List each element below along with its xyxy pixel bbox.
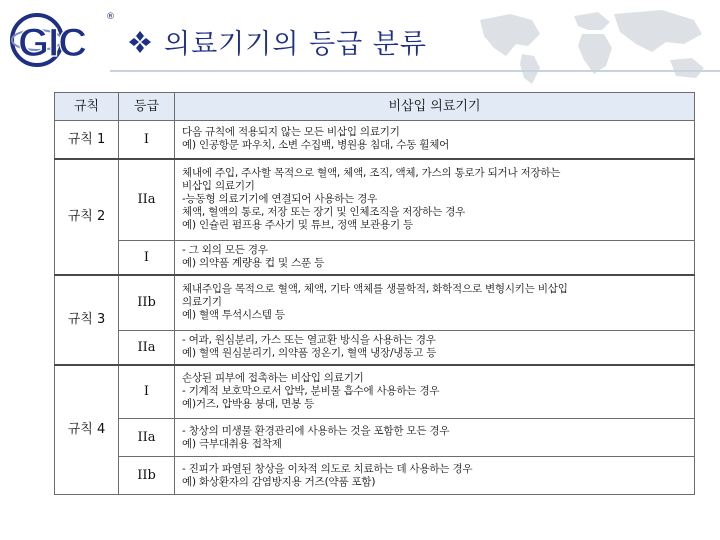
table-row	[55, 275, 695, 331]
column-header-device: 비삽입 의료기기	[175, 93, 695, 121]
column-header-grade: 등급	[119, 93, 175, 121]
description-line: 예) 화상환자의 감염방지용 거즈(약품 포함)	[182, 475, 376, 488]
description-line: 비삽입 의료기기	[182, 180, 255, 193]
description-line: 체액, 혈액의 통로, 저장 또는 장기 및 인체조직을 저장하는 경우	[182, 206, 466, 219]
grade-label: I	[119, 121, 175, 159]
description-line: 다음 규칙에 적용되지 않는 모든 비삽입 의료기기	[182, 126, 400, 139]
page-title: 의료기기의 등급 분류	[164, 29, 427, 60]
description-line: 체내에 주입, 주사할 목적으로 혈액, 체액, 조직, 액체, 가스의 통로가 되거나 저장하는	[182, 167, 561, 180]
device-description	[175, 241, 695, 275]
device-description	[175, 419, 695, 457]
description-line: 예) 혈액 원심분리기, 의약품 정온기, 혈액 냉장/냉동고 등	[182, 347, 437, 360]
column-header-rule: 규칙	[55, 93, 119, 121]
rule-label: 규칙 2	[55, 159, 119, 275]
description-line: - 기계적 보호막으로서 압박, 분비물 흡수에 사용하는 경우	[182, 385, 440, 398]
device-description	[175, 121, 695, 159]
logo-registered-mark: ®	[106, 12, 115, 22]
grade-label: IIa	[119, 159, 175, 241]
description-line: 예) 인공항문 파우치, 소변 수집백, 병원용 침대, 수동 휠체어	[182, 139, 450, 152]
device-description	[175, 457, 695, 495]
description-line: 예) 혈액 투석시스템 등	[182, 309, 285, 322]
header-divider	[110, 70, 720, 72]
grade-label: IIa	[119, 419, 175, 457]
diamond-bullet-icon	[128, 30, 152, 54]
grade-label: I	[119, 241, 175, 275]
table-row	[55, 159, 695, 241]
table-row	[55, 457, 695, 495]
device-description	[175, 275, 695, 331]
rule-label: 규칙 3	[55, 275, 119, 365]
device-description	[175, 331, 695, 365]
gic-logo	[6, 6, 118, 68]
table-row	[55, 331, 695, 365]
description-line: - 진피가 파열된 창상을 이차적 의도로 치료하는 데 사용하는 경우	[182, 462, 473, 475]
table-row	[55, 419, 695, 457]
grade-label: IIa	[119, 331, 175, 365]
title-bar	[128, 22, 427, 61]
grade-label: IIb	[119, 457, 175, 495]
description-line: 체내주입을 목적으로 혈액, 체액, 기타 액체를 생물학적, 화학적으로 변형시키는 비삽입	[182, 283, 568, 296]
description-line: - 그 외의 모든 경우	[182, 244, 268, 257]
device-description	[175, 159, 695, 241]
table-body	[55, 121, 695, 495]
table-row	[55, 365, 695, 419]
rule-label: 규칙 4	[55, 365, 119, 495]
classification-table	[54, 92, 695, 495]
description-line: - 여과, 원심분리, 가스 또는 열교환 방식을 사용하는 경우	[182, 334, 436, 347]
device-description	[175, 365, 695, 419]
description-line: 예) 극부대취용 접착제	[182, 437, 282, 450]
table-row	[55, 121, 695, 159]
description-line: -능동형 의료기기에 연결되어 사용하는 경우	[182, 193, 378, 206]
grade-label: IIb	[119, 275, 175, 331]
description-line: 의료기기	[182, 296, 222, 309]
grade-label: I	[119, 365, 175, 419]
description-line: 예)거즈, 압박용 붕대, 면봉 등	[182, 398, 315, 411]
description-line: 손상된 피부에 접촉하는 비삽입 의료기기	[182, 372, 364, 385]
description-line: - 창상의 미생물 환경관리에 사용하는 것을 포함한 모든 경우	[182, 424, 450, 437]
description-line: 예) 인슐린 펌프용 주사기 및 튜브, 정액 보관용기 등	[182, 219, 413, 232]
rule-label: 규칙 1	[55, 121, 119, 159]
logo-text: GIC	[18, 21, 87, 65]
description-line: 예) 의약품 계량용 컵 및 스푼 등	[182, 257, 325, 270]
world-map-background	[470, 0, 720, 88]
table-header-row	[55, 93, 695, 121]
table-row	[55, 241, 695, 275]
